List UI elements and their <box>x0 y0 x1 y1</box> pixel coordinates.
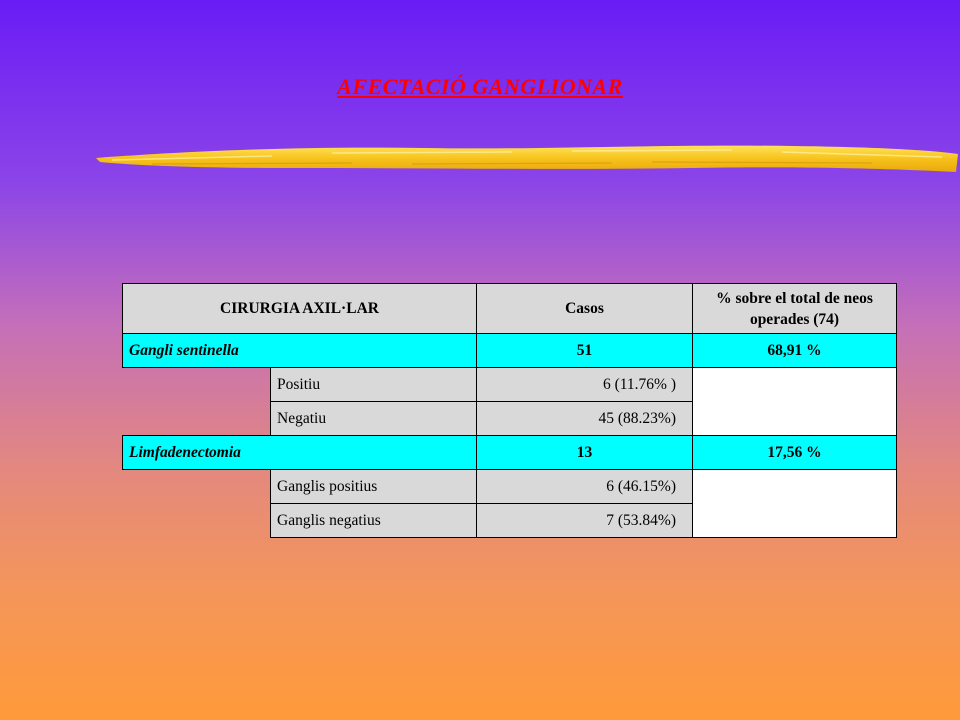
group-label: Limfadenectomia <box>123 436 477 470</box>
header-cell: % sobre el total de neos operades (74) <box>693 284 897 334</box>
group-label: Gangli sentinella <box>123 334 477 368</box>
header-cell: Casos <box>477 284 693 334</box>
table-row <box>123 368 897 402</box>
sub-value: 7 (53.84%) <box>477 504 693 538</box>
cases-value: 13 <box>477 436 693 470</box>
table-row <box>123 436 897 470</box>
empty-cell <box>123 470 271 504</box>
table-header-row <box>123 284 897 334</box>
sub-label: Negatiu <box>271 402 477 436</box>
sub-label: Ganglis negatius <box>271 504 477 538</box>
percent-value: 68,91 % <box>693 334 897 368</box>
empty-cell <box>693 368 897 436</box>
cases-value: 51 <box>477 334 693 368</box>
empty-cell <box>693 470 897 538</box>
header-cell: CIRURGIA AXIL·LAR <box>123 284 477 334</box>
decorative-brush-stroke <box>92 138 960 182</box>
slide-title: AFECTACIÓ GANGLIONAR <box>337 74 623 99</box>
empty-cell <box>123 504 271 538</box>
sub-value: 6 (11.76% ) <box>477 368 693 402</box>
empty-cell <box>123 402 271 436</box>
surgery-table <box>122 283 897 538</box>
percent-value: 17,56 % <box>693 436 897 470</box>
table-row <box>123 470 897 504</box>
sub-value: 45 (88.23%) <box>477 402 693 436</box>
sub-label: Positiu <box>271 368 477 402</box>
sub-label: Ganglis positius <box>271 470 477 504</box>
sub-value: 6 (46.15%) <box>477 470 693 504</box>
empty-cell <box>123 368 271 402</box>
table-row <box>123 334 897 368</box>
